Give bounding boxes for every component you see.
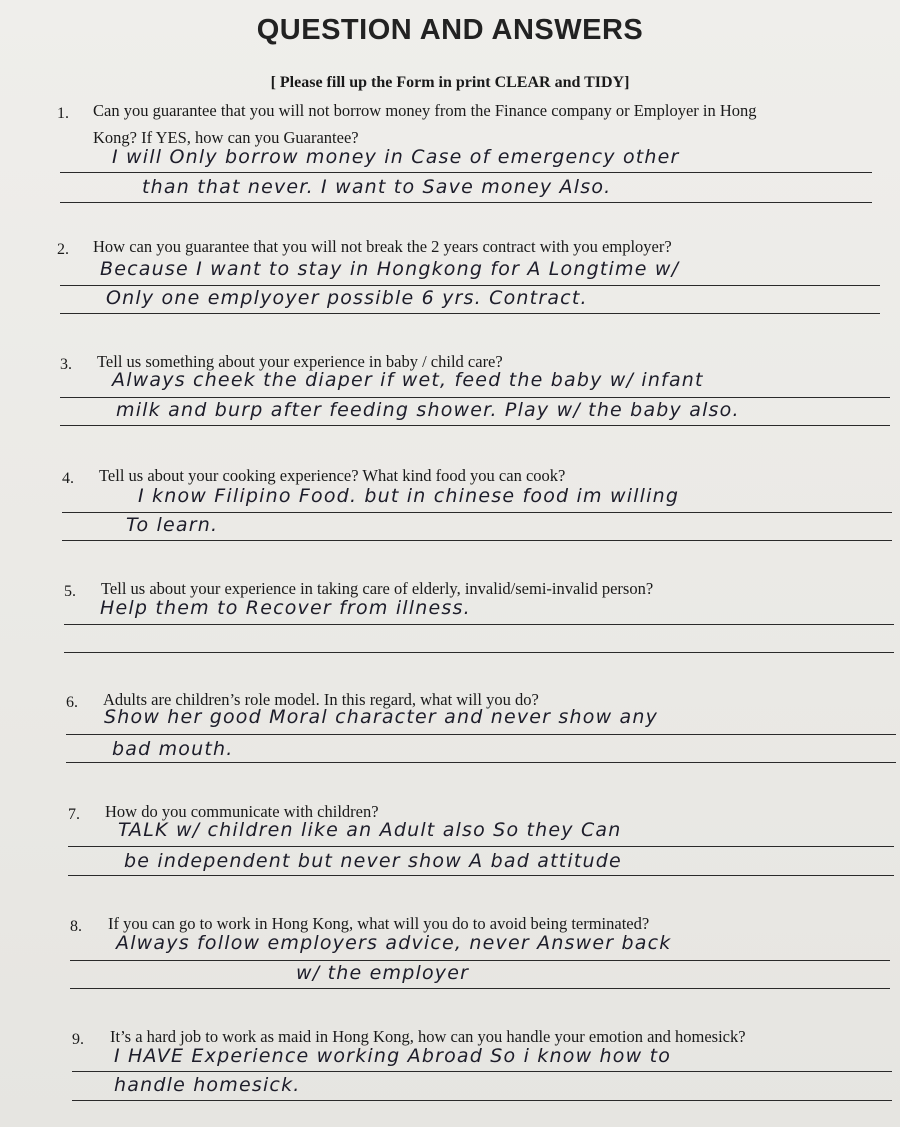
answer-line[interactable]: milk and burp after feeding shower. Play w/ the baby also. bbox=[116, 399, 740, 421]
answer-line[interactable]: handle homesick. bbox=[114, 1074, 301, 1096]
answer-line[interactable]: Because I want to stay in Hongkong for A Longtime w/ bbox=[100, 258, 680, 280]
answer-rule bbox=[72, 1071, 892, 1072]
answer-line[interactable]: I know Filipino Food. but in chinese food im willing bbox=[138, 485, 680, 507]
answer-line[interactable]: be independent but never show A bad attitude bbox=[124, 850, 622, 872]
answer-line[interactable]: I will Only borrow money in Case of emergency other bbox=[112, 146, 680, 168]
question-number: 1. bbox=[57, 105, 69, 122]
answer-line[interactable]: I HAVE Experience working Abroad So i know how to bbox=[114, 1045, 672, 1067]
answer-rule bbox=[64, 624, 894, 625]
question-number: 7. bbox=[68, 806, 80, 823]
answer-rule bbox=[70, 960, 890, 961]
answer-rule bbox=[66, 734, 896, 735]
form-title: QUESTION AND ANSWERS bbox=[256, 14, 644, 46]
answer-line[interactable]: To learn. bbox=[126, 514, 219, 536]
question-text-continued: Kong? If YES, how can you Guarantee? bbox=[93, 128, 359, 147]
question-text: How do you communicate with children? bbox=[105, 802, 379, 821]
answer-rule bbox=[68, 875, 894, 876]
question-number: 4. bbox=[62, 470, 74, 487]
question-text: It’s a hard job to work as maid in Hong Kong, how can you handle your emotion and homesick? bbox=[110, 1027, 746, 1046]
answer-line[interactable]: Only one emplyoyer possible 6 yrs. Contract. bbox=[106, 287, 588, 309]
answer-rule bbox=[60, 202, 872, 203]
question-text: Tell us about your cooking experience? What kind food you can cook? bbox=[99, 466, 566, 485]
answer-rule bbox=[60, 397, 890, 398]
question-number: 6. bbox=[66, 694, 78, 711]
question-text: Tell us something about your experience in baby / child care? bbox=[97, 352, 503, 371]
question-text: If you can go to work in Hong Kong, what will you do to avoid being terminated? bbox=[108, 914, 650, 933]
question-text: Adults are children’s role model. In this regard, what will you do? bbox=[103, 690, 539, 709]
answer-line[interactable]: than that never. I want to Save money Also. bbox=[142, 176, 612, 198]
answer-rule bbox=[62, 512, 892, 513]
answer-line[interactable]: Show her good Moral character and never show any bbox=[104, 706, 659, 728]
answer-line[interactable]: Always cheek the diaper if wet, feed the baby w/ infant bbox=[112, 369, 704, 391]
question-number: 5. bbox=[64, 583, 76, 600]
question-number: 8. bbox=[70, 918, 82, 935]
answer-rule bbox=[60, 313, 880, 314]
answer-rule bbox=[60, 172, 872, 173]
question-number: 3. bbox=[60, 356, 72, 373]
answer-rule bbox=[60, 425, 890, 426]
answer-rule bbox=[68, 846, 894, 847]
question-text: Tell us about your experience in taking care of elderly, invalid/semi-invalid person? bbox=[101, 579, 654, 598]
form-subtitle: [ Please fill up the Form in print CLEAR and TIDY] bbox=[270, 74, 630, 91]
answer-rule bbox=[72, 1100, 892, 1101]
question-text: Can you guarantee that you will not borrow money from the Finance company or Employer in Hong bbox=[93, 101, 757, 120]
answer-line[interactable]: Help them to Recover from illness. bbox=[100, 597, 471, 619]
answer-rule bbox=[66, 762, 896, 763]
answer-line[interactable]: bad mouth. bbox=[112, 738, 234, 760]
answer-rule bbox=[70, 988, 890, 989]
question-text: How can you guarantee that you will not break the 2 years contract with you employer? bbox=[93, 237, 672, 256]
answer-line[interactable]: Always follow employers advice, never Answer back bbox=[116, 932, 672, 954]
answer-line[interactable]: TALK w/ children like an Adult also So they Can bbox=[118, 819, 622, 841]
answer-rule bbox=[62, 540, 892, 541]
answer-line[interactable]: w/ the employer bbox=[296, 962, 470, 984]
question-number: 9. bbox=[72, 1031, 84, 1048]
answer-rule bbox=[64, 652, 894, 653]
question-number: 2. bbox=[57, 241, 69, 258]
answer-rule bbox=[60, 285, 880, 286]
